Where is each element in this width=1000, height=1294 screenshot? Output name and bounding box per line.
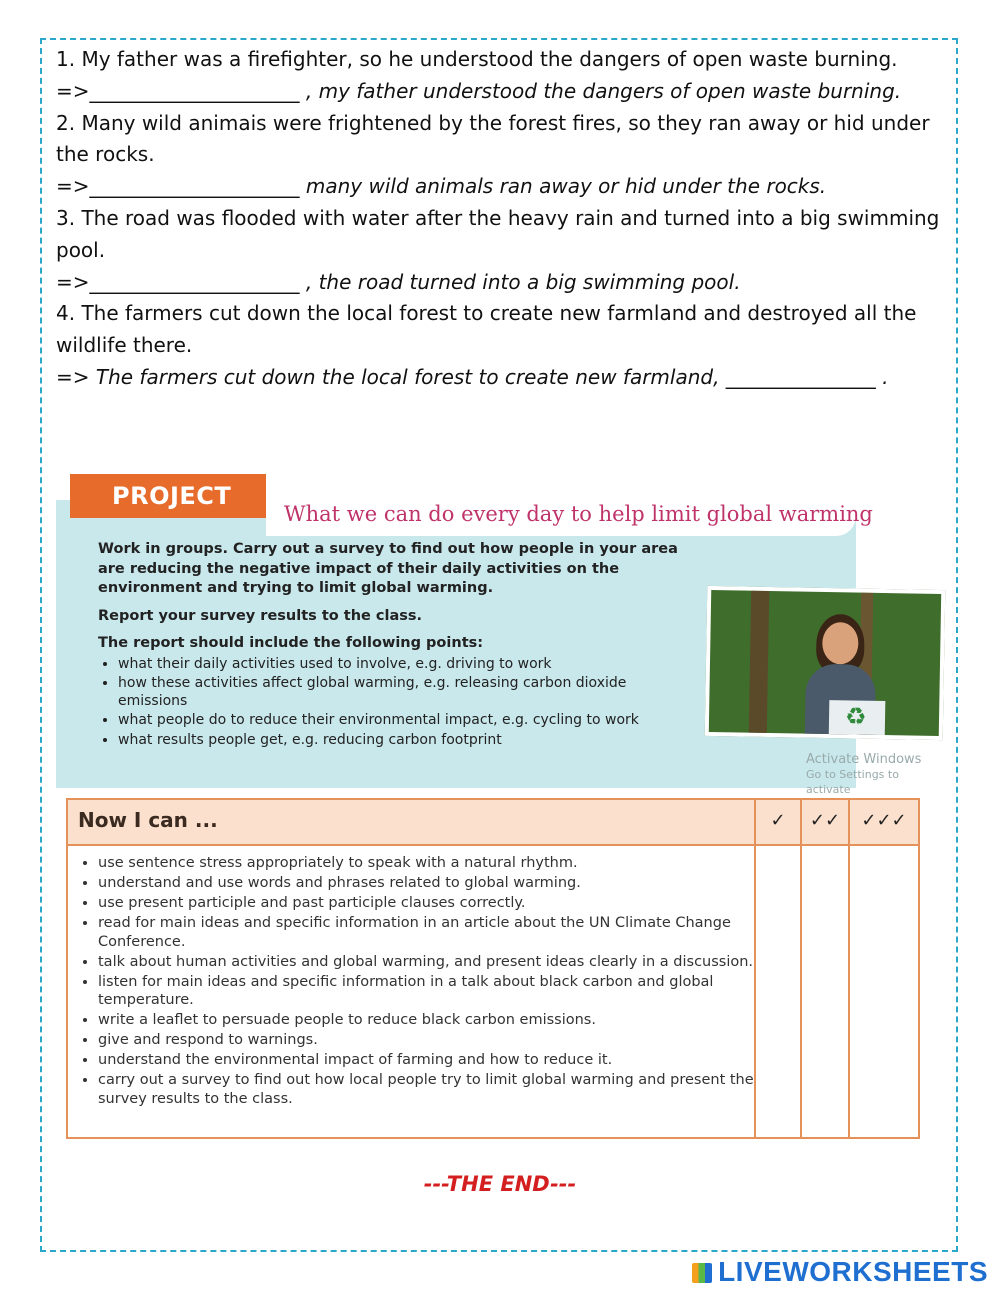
list-item: • read for main ideas and specific information in an article about the UN Climate Change Conference. (98, 914, 768, 951)
list-item: • use present participle and past participle clauses correctly. (98, 894, 768, 913)
list-item: • listen for main ideas and specific information in a talk about black carbon and global temperature. (98, 973, 768, 1010)
list-item: • what their daily activities used to involve, e.g. driving to work (118, 656, 698, 674)
project-points (98, 656, 698, 750)
list-item: • give and respond to warnings. (98, 1031, 768, 1050)
answer-3[interactable]: =>_____________________ , the road turned into a big swimming pool. (56, 269, 741, 294)
list-item: • what people do to reduce their environmental impact, e.g. cycling to work (118, 712, 698, 730)
list-item: • what results people get, e.g. reducing carbon footprint (118, 732, 698, 750)
woman-recycling-photo (705, 586, 946, 740)
tick-one-header: ✓ (770, 810, 786, 831)
now-i-can-table (66, 798, 920, 1139)
list-item: • understand the environmental impact of farming and how to reduce it. (98, 1051, 768, 1070)
column-divider (800, 800, 802, 1137)
column-divider (848, 800, 850, 1137)
answer-4[interactable]: => The farmers cut down the local forest to create new farmland, _______________ . (56, 364, 889, 389)
question-2: 2. Many wild animais were frightened by the forest fires, so they ran away or hid under the rocks. (56, 110, 930, 167)
exercise-section (56, 44, 956, 394)
list-item: • carry out a survey to find out how local people try to limit global warming and present the survey results to the class. (98, 1071, 768, 1108)
watermark-line-2: Go to Settings to activate (806, 768, 899, 796)
project-intro: Work in groups. Carry out a survey to find out how people in your area are reducing the negative impact of their daily activities on the environment and trying to limit global warming. (98, 541, 678, 596)
liveworksheets-logo[interactable] (692, 1256, 988, 1288)
now-i-can-title: Now I can ... (78, 808, 218, 832)
tick-two-header: ✓✓ (809, 810, 841, 831)
project-report: Report your survey results to the class. (98, 607, 423, 624)
question-4: 4. The farmers cut down the local forest to create new farmland and destroyed all the wildlife there. (56, 301, 917, 358)
now-i-can-list (78, 854, 768, 1110)
brand-text: LIVEWORKSHEETS (718, 1256, 988, 1287)
list-item: • how these activities affect global warming, e.g. releasing carbon dioxide emissions (118, 675, 698, 710)
list-item: • talk about human activities and global warming, and present ideas clearly in a discussion. (98, 953, 768, 972)
recycle-icon: ♻ (844, 702, 867, 731)
the-end-text: ---THE END--- (423, 1172, 577, 1196)
watermark-line-1: Activate Windows (806, 752, 922, 767)
project-include: The report should include the following points: (98, 635, 484, 651)
answer-1[interactable]: =>_____________________ , my father understood the dangers of open waste burning. (56, 78, 902, 103)
list-item: • write a leaflet to persuade people to reduce black carbon emissions. (98, 1011, 768, 1030)
list-item: • understand and use words and phrases related to global warming. (98, 874, 768, 893)
question-3: 3. The road was flooded with water after the heavy rain and turned into a big swimming pool. (56, 205, 940, 262)
list-item: • use sentence stress appropriately to speak with a natural rhythm. (98, 854, 768, 873)
project-instructions (98, 540, 698, 751)
project-title: What we can do every day to help limit global warming (284, 502, 873, 526)
tree-trunk (749, 591, 770, 740)
liveworksheets-icon (692, 1263, 712, 1283)
answer-2[interactable]: =>_____________________ many wild animals ran away or hid under the rocks. (56, 174, 827, 199)
project-tab: PROJECT (70, 474, 266, 518)
activate-windows-watermark (806, 752, 944, 797)
question-1: 1. My father was a firefighter, so he understood the dangers of open waste burning. (56, 47, 898, 71)
project-panel (56, 470, 944, 796)
tick-three-header: ✓✓✓ (861, 810, 907, 831)
